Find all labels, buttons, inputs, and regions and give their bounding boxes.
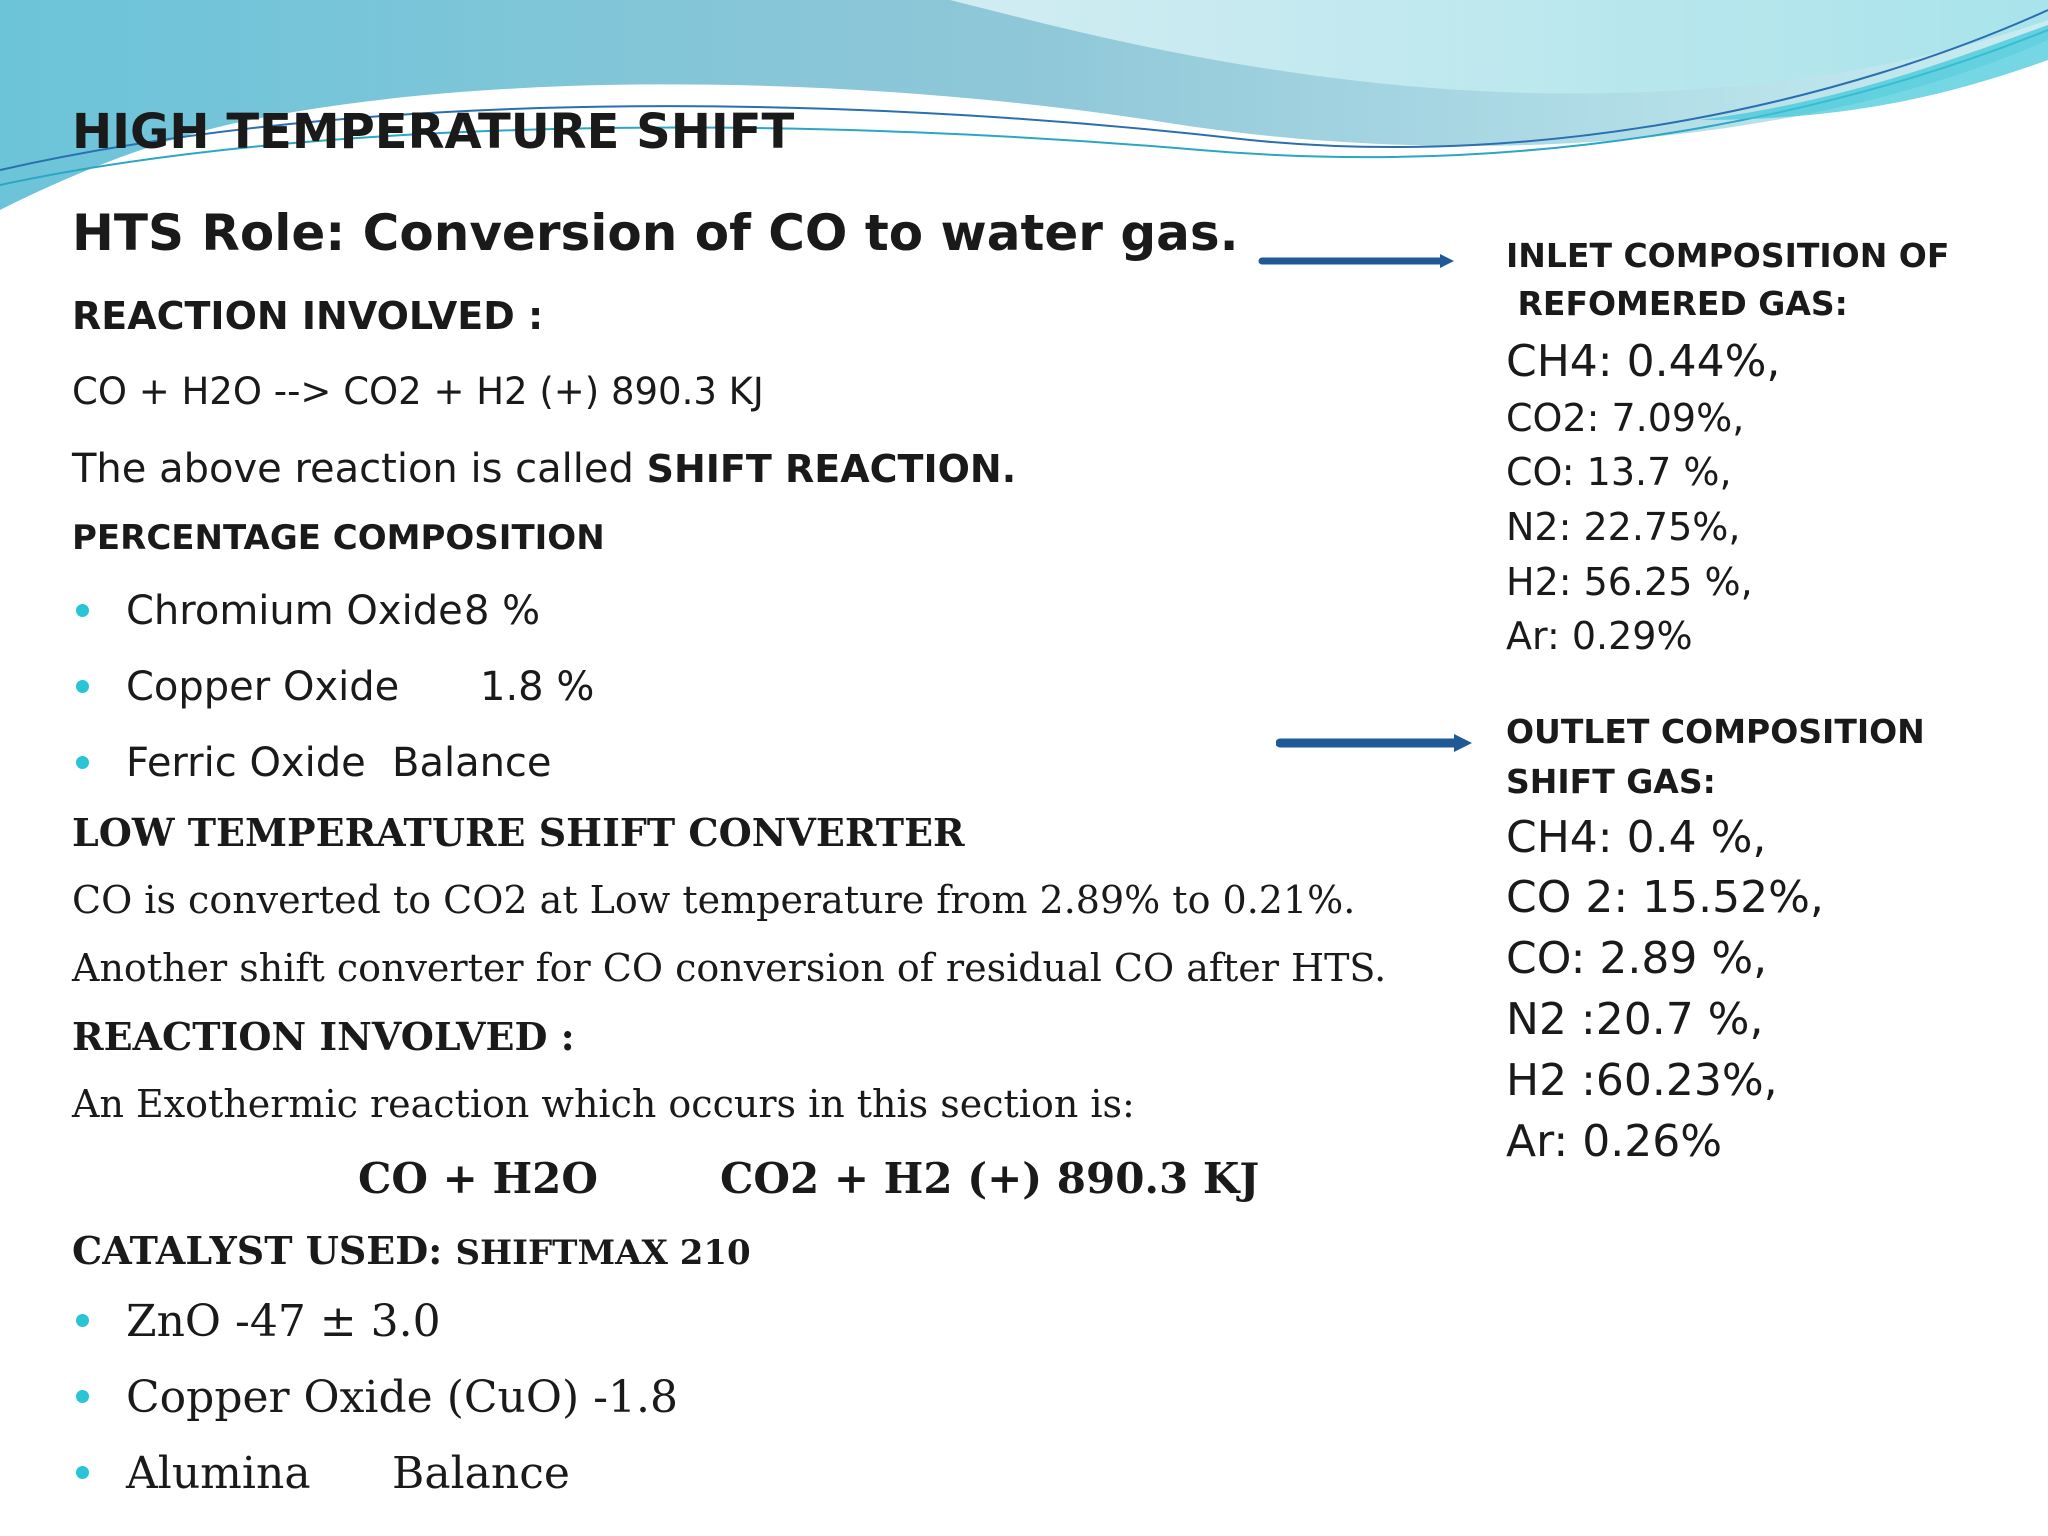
hts-catalyst-value: 8 % (464, 588, 541, 634)
hts-catalyst-name: Ferric Oxide (126, 740, 366, 786)
arrow-right-icon (1276, 731, 1476, 755)
arrow-right-icon (1258, 250, 1458, 272)
outlet-item: CO 2: 15.52%, (1506, 872, 1824, 923)
bullet-icon (76, 756, 89, 769)
lts-catalyst-name: Copper Oxide (CuO) -1.8 (126, 1372, 678, 1423)
hts-catalyst-name: Chromium Oxide (126, 588, 463, 634)
inlet-heading-line-2: REFOMERED GAS: (1506, 284, 1848, 323)
reaction-heading: REACTION INVOLVED : (72, 294, 544, 338)
shift-note-prefix: The above reaction is called (72, 446, 647, 492)
bullet-icon (76, 1314, 89, 1327)
lts-line-2: Another shift converter for CO conversion of residual CO after HTS. (72, 946, 1387, 990)
inlet-item: Ar: 0.29% (1506, 614, 1693, 658)
lts-reaction-heading: REACTION INVOLVED : (72, 1014, 575, 1059)
outlet-item: H2 :60.23%, (1506, 1055, 1778, 1106)
hts-catalyst-name: Copper Oxide (126, 664, 400, 710)
hts-catalyst-value: Balance (392, 740, 552, 786)
lts-heading: LOW TEMPERATURE SHIFT CONVERTER (72, 810, 965, 855)
inlet-item: CO: 13.7 %, (1506, 450, 1732, 494)
lts-line-1: CO is converted to CO2 at Low temperature from 2.89% to 0.21%. (72, 878, 1356, 922)
bullet-icon (76, 1390, 89, 1403)
bullet-icon (76, 1466, 89, 1479)
outlet-item: Ar: 0.26% (1506, 1116, 1723, 1167)
inlet-item: N2: 22.75%, (1506, 505, 1741, 549)
lts-equation-left: CO + H2O (358, 1154, 598, 1203)
hts-catalyst-value: 1.8 % (480, 664, 595, 710)
reaction-equation: CO + H2O --> CO2 + H2 (+) 890.3 KJ (72, 370, 764, 413)
lts-equation-right: CO2 + H2 (+) 890.3 KJ (720, 1154, 1260, 1203)
percentage-heading: PERCENTAGE COMPOSITION (72, 518, 605, 558)
slide-title: HIGH TEMPERATURE SHIFT (72, 104, 795, 160)
lts-catalyst-value: Balance (392, 1448, 570, 1499)
outlet-item: CO: 2.89 %, (1506, 933, 1768, 984)
inlet-heading-line-1: INLET COMPOSITION OF (1506, 236, 1950, 275)
catalyst-name: SHIFTMAX 210 (455, 1233, 751, 1273)
shift-note-bold: SHIFT REACTION. (646, 447, 1017, 491)
inlet-item: CH4: 0.44%, (1506, 336, 1781, 387)
outlet-item: N2 :20.7 %, (1506, 994, 1764, 1045)
hts-role: HTS Role: Conversion of CO to water gas. (72, 204, 1239, 262)
catalyst-label: CATALYST USED: (72, 1228, 456, 1273)
lts-catalyst-name: Alumina (126, 1448, 311, 1499)
shift-reaction-note (72, 446, 1016, 492)
outlet-heading-line-2: SHIFT GAS: (1506, 762, 1716, 801)
outlet-heading-line-1: OUTLET COMPOSITION (1506, 712, 1925, 751)
bullet-icon (76, 680, 89, 693)
catalyst-used (72, 1228, 751, 1273)
lts-reaction-intro: An Exothermic reaction which occurs in this section is: (72, 1082, 1135, 1126)
bullet-icon (76, 604, 89, 617)
inlet-item: CO2: 7.09%, (1506, 396, 1745, 440)
outlet-item: CH4: 0.4 %, (1506, 812, 1767, 863)
inlet-item: H2: 56.25 %, (1506, 560, 1753, 604)
lts-catalyst-name: ZnO -47 ± 3.0 (126, 1296, 441, 1347)
